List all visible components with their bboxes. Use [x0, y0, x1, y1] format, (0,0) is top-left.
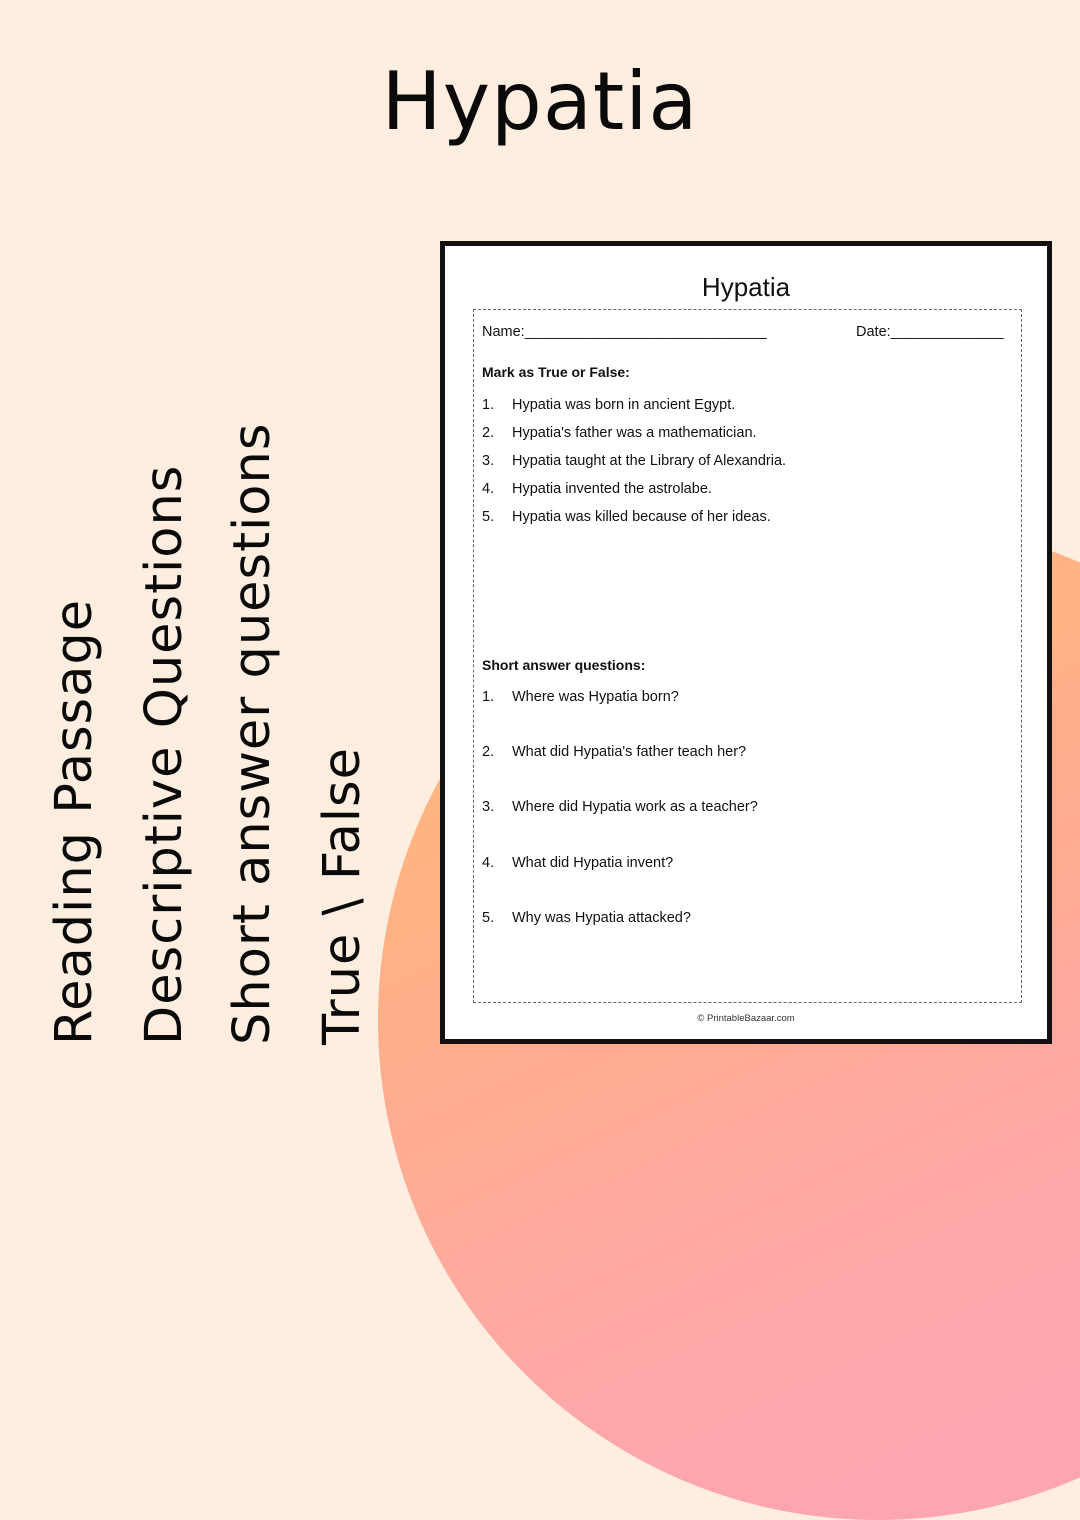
name-field	[482, 324, 767, 340]
list-item	[482, 481, 712, 497]
list-item	[482, 509, 771, 525]
item-text: Why was Hypatia attacked?	[512, 910, 691, 926]
item-text: What did Hypatia's father teach her?	[512, 744, 747, 760]
list-item	[482, 425, 757, 441]
list-item	[482, 910, 691, 926]
item-number: 2.	[482, 744, 495, 760]
item-number: 3.	[482, 799, 495, 815]
item-text: Hypatia taught at the Library of Alexandria.	[512, 453, 787, 469]
list-item	[482, 855, 673, 871]
list-item	[482, 744, 746, 760]
true-false-heading: Mark as True or False:	[482, 364, 630, 380]
side-label-true-false: True \ False	[313, 747, 372, 1045]
list-item	[482, 799, 758, 815]
item-text: Hypatia was born in ancient Egypt.	[512, 397, 736, 413]
name-line: ______________________________	[524, 324, 767, 340]
item-text: Hypatia's father was a mathematician.	[512, 425, 757, 441]
item-number: 3.	[482, 453, 495, 469]
date-field	[856, 324, 1004, 340]
date-label: Date:	[856, 324, 891, 340]
item-number: 5.	[482, 509, 495, 525]
item-text: Hypatia invented the astrolabe.	[512, 481, 712, 497]
item-number: 4.	[482, 855, 495, 871]
list-item	[482, 397, 735, 413]
item-number: 1.	[482, 397, 495, 413]
list-item	[482, 453, 786, 469]
item-text: Where was Hypatia born?	[512, 689, 679, 705]
item-text: Hypatia was killed because of her ideas.	[512, 509, 771, 525]
side-label-descriptive-questions: Descriptive Questions	[135, 464, 194, 1045]
worksheet-body	[473, 309, 1022, 1003]
name-label: Name:	[482, 324, 525, 340]
copyright-footer: © PrintableBazaar.com	[697, 1013, 795, 1024]
worksheet-title: Hypatia	[701, 272, 791, 302]
side-label-reading-passage: Reading Passage	[45, 598, 104, 1045]
item-number: 2.	[482, 425, 495, 441]
item-number: 4.	[482, 481, 495, 497]
list-item	[482, 689, 679, 705]
date-line: ______________	[890, 324, 1004, 340]
side-label-short-answer: Short answer questions	[223, 422, 282, 1045]
item-number: 5.	[482, 910, 495, 926]
item-text: What did Hypatia invent?	[512, 855, 674, 871]
worksheet-preview	[440, 241, 1052, 1044]
item-text: Where did Hypatia work as a teacher?	[512, 799, 758, 815]
page-title: Hypatia	[381, 55, 699, 148]
short-answer-heading: Short answer questions:	[482, 657, 646, 673]
item-number: 1.	[482, 689, 495, 705]
